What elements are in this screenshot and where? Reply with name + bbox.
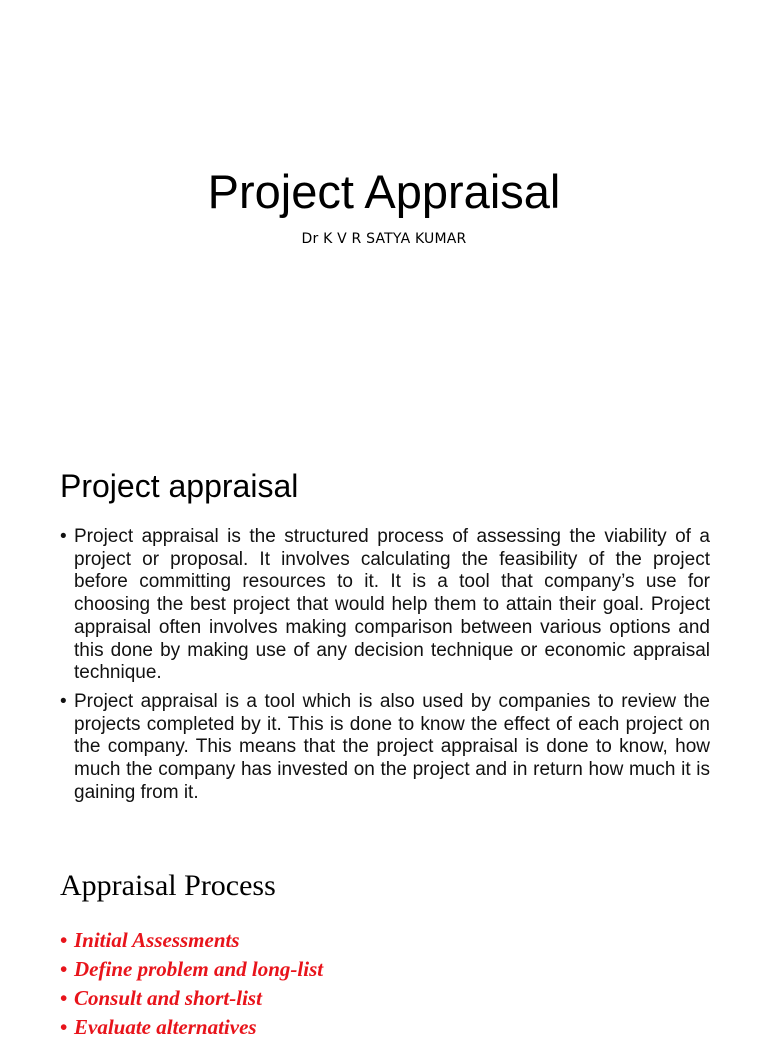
- slide-process: [0, 860, 768, 1039]
- slide-definition: [0, 430, 768, 860]
- slide-title: [0, 0, 768, 430]
- list-item-text: Evaluate alternatives: [74, 1015, 257, 1039]
- list-item: [60, 1013, 323, 1042]
- list-item: [60, 984, 323, 1013]
- bullet-list: [60, 526, 710, 810]
- presentation-title: Project Appraisal: [207, 165, 561, 218]
- bullet-icon: •: [60, 928, 68, 952]
- bullet-icon: •: [60, 690, 67, 712]
- slide-heading: Project appraisal: [60, 468, 299, 504]
- presenter-name: Dr K V R SATYA KUMAR: [301, 231, 467, 247]
- slide-heading: Appraisal Process: [60, 869, 276, 902]
- list-item-text: Initial Assessments: [74, 928, 240, 952]
- list-item: [60, 955, 323, 984]
- bullet-icon: •: [60, 957, 68, 981]
- bullet-icon: •: [60, 1015, 68, 1039]
- bullet-list: [60, 926, 323, 1042]
- list-item: [60, 526, 710, 685]
- bullet-icon: •: [60, 526, 67, 547]
- list-item: [60, 926, 323, 955]
- list-item-text: Define problem and long-list: [74, 957, 324, 981]
- bullet-icon: •: [60, 986, 68, 1010]
- list-item-text: Project appraisal is a tool which is also used by companies to review the projects completed by it. This is done to know the effect of each project on the company. This means that the project appraisal is done to know, how much the company has invested on the project and in return how much it is gaining from it.: [74, 690, 710, 803]
- list-item-text: Consult and short-list: [74, 986, 262, 1010]
- list-item: [60, 691, 710, 805]
- list-item-text: Project appraisal is the structured process of assessing the viability of a project or proposal. It involves calculating the feasibility of the project before committing resources to it. It is a tool that company’s use for choosing the best project that would help them to attain their goal. Project appraisal often involves making comparison between various options and this done by making use of any decision technique or economic appraisal technique.: [74, 526, 710, 684]
